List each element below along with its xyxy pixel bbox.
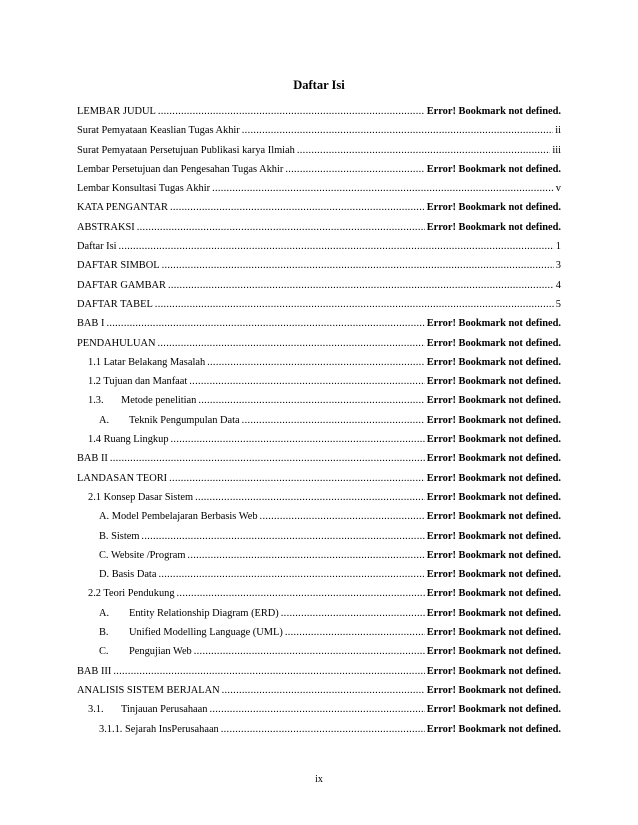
dot-leader [187, 546, 424, 565]
toc-entry-page: v [555, 183, 561, 195]
toc-entry-konsep-dasar-sistem[interactable] [77, 488, 561, 507]
dot-leader [242, 411, 425, 430]
toc-entry-label: ANALISIS SISTEM BERJALAN [77, 684, 220, 696]
dot-leader [285, 623, 425, 642]
dot-leader [171, 430, 425, 449]
toc-entry-model-pembelajaran[interactable] [77, 507, 561, 526]
toc-entry-number: C. [99, 646, 109, 658]
toc-entry-label: B. Sistem [99, 530, 140, 542]
dot-leader [170, 198, 425, 217]
toc-entry-page: Error! Bookmark not defined. [426, 472, 561, 484]
toc-entry-label-group [88, 700, 207, 719]
toc-entry-daftar-isi[interactable] [77, 237, 561, 256]
dot-leader [198, 391, 424, 410]
toc-entry-page: Error! Bookmark not defined. [426, 607, 561, 619]
toc-entry-daftar-tabel[interactable] [77, 295, 561, 314]
toc-entry-label-group [99, 411, 240, 430]
toc-entry-label: 1.1 Latar Belakang Masalah [88, 356, 206, 368]
toc-entry-label: Surat Pemyataan Keaslian Tugas Akhir [77, 125, 240, 137]
toc-entry-label: BAB I [77, 318, 105, 330]
dot-leader [113, 662, 424, 681]
toc-entry-page: Error! Bookmark not defined. [426, 646, 561, 658]
toc-entry-label: DAFTAR GAMBAR [77, 279, 166, 291]
toc-entry-label: BAB II [77, 453, 108, 465]
dot-leader [137, 218, 425, 237]
toc-entry-bab-iii[interactable] [77, 662, 561, 681]
toc-entry-number: 1.3. [88, 395, 104, 407]
toc-entry-lembar-konsultasi[interactable] [77, 179, 561, 198]
toc-entry-label: Pengujian Web [129, 646, 192, 658]
toc-entry-surat-keaslian[interactable] [77, 121, 561, 140]
toc-entry-sistem[interactable] [77, 527, 561, 546]
dot-leader [119, 237, 554, 256]
toc-entry-page: Error! Bookmark not defined. [426, 356, 561, 368]
toc-entry-page: Error! Bookmark not defined. [426, 453, 561, 465]
toc-entry-analisis-sistem[interactable] [77, 681, 561, 700]
dot-leader [110, 449, 425, 468]
toc-entry-label-group [99, 642, 192, 661]
toc-entry-page: 5 [555, 298, 561, 310]
toc-entry-label: Surat Pemyataan Persetujuan Publikasi karya Ilmiah [77, 144, 295, 156]
dot-leader [158, 334, 425, 353]
toc-entry-daftar-gambar[interactable] [77, 276, 561, 295]
toc-entry-label-group [88, 391, 196, 410]
toc-entry-page: Error! Bookmark not defined. [426, 569, 561, 581]
toc-entry-tujuan-manfaat[interactable] [77, 372, 561, 391]
dot-leader [222, 681, 425, 700]
dot-leader [212, 179, 554, 198]
dot-leader [162, 256, 554, 275]
dot-leader [169, 469, 425, 488]
toc-entry-page: 4 [555, 279, 561, 291]
toc-entry-abstraksi[interactable] [77, 218, 561, 237]
dot-leader [242, 121, 553, 140]
toc-entry-page: Error! Bookmark not defined. [426, 221, 561, 233]
toc-entry-label: DAFTAR TABEL [77, 298, 153, 310]
toc-entry-label: ABSTRAKSI [77, 221, 135, 233]
toc-entry-page: Error! Bookmark not defined. [426, 723, 561, 735]
toc-entry-pengujian-web[interactable] [77, 642, 561, 661]
toc-entry-page: Error! Bookmark not defined. [426, 684, 561, 696]
dot-leader [209, 700, 424, 719]
toc-entry-page: Error! Bookmark not defined. [426, 665, 561, 677]
toc-entry-teknik-pengumpulan[interactable] [77, 411, 561, 430]
toc-entry-label: A. Model Pembelajaran Berbasis Web [99, 511, 258, 523]
toc-entry-page: ii [555, 125, 561, 137]
toc-entry-basis-data[interactable] [77, 565, 561, 584]
toc-entry-label: D. Basis Data [99, 569, 157, 581]
toc-entry-number: B. [99, 627, 109, 639]
toc-entry-landasan-teori[interactable] [77, 469, 561, 488]
dot-leader [155, 295, 554, 314]
dot-leader [158, 565, 424, 584]
toc-entry-surat-publikasi[interactable] [77, 141, 561, 160]
toc-entry-page: iii [552, 144, 561, 156]
toc-entry-label: PENDAHULUAN [77, 337, 156, 349]
toc-entry-label: Tinjauan Perusahaan [121, 704, 208, 716]
toc-entry-page: Error! Bookmark not defined. [426, 163, 561, 175]
toc-entry-page: Error! Bookmark not defined. [426, 337, 561, 349]
dot-leader [221, 720, 425, 739]
table-of-contents [77, 102, 561, 739]
toc-entry-page: Error! Bookmark not defined. [426, 627, 561, 639]
toc-entry-bab-ii[interactable] [77, 449, 561, 468]
dot-leader [141, 527, 424, 546]
toc-entry-number: 3.1. [88, 704, 104, 716]
dot-leader [158, 102, 425, 121]
dot-leader [207, 353, 425, 372]
dot-leader [297, 141, 550, 160]
toc-entry-bab-i[interactable] [77, 314, 561, 333]
toc-entry-page: Error! Bookmark not defined. [426, 202, 561, 214]
toc-entry-metode-penelitian[interactable] [77, 391, 561, 410]
toc-entry-daftar-simbol[interactable] [77, 256, 561, 275]
toc-entry-label: Lembar Konsultasi Tugas Akhir [77, 183, 211, 195]
toc-entry-label: DAFTAR SIMBOL [77, 260, 160, 272]
dot-leader [189, 372, 424, 391]
toc-entry-ruang-lingkup[interactable] [77, 430, 561, 449]
dot-leader [106, 314, 424, 333]
toc-entry-label: 3.1.1. Sejarah InsPerusahaan [99, 723, 219, 735]
toc-entry-page: 1 [555, 241, 561, 253]
toc-entry-label: Lembar Persetujuan dan Pengesahan Tugas Akhir [77, 163, 284, 175]
toc-entry-lembar-judul[interactable] [77, 102, 561, 121]
toc-entry-number: A. [99, 414, 110, 426]
toc-entry-number: A. [99, 607, 110, 619]
toc-entry-page: Error! Bookmark not defined. [426, 318, 561, 330]
toc-entry-sejarah-perusahaan[interactable] [77, 720, 561, 739]
toc-entry-page: 3 [555, 260, 561, 272]
toc-entry-page: Error! Bookmark not defined. [426, 414, 561, 426]
toc-entry-tinjauan-perusahaan[interactable] [77, 700, 561, 719]
toc-entry-page: Error! Bookmark not defined. [426, 704, 561, 716]
toc-entry-label-group [99, 604, 279, 623]
dot-leader [168, 276, 554, 295]
toc-entry-label: Teknik Pengumpulan Data [129, 414, 240, 426]
toc-entry-label: Unified Modelling Language (UML) [129, 627, 283, 639]
toc-entry-label: 1.2 Tujuan dan Manfaat [88, 376, 188, 388]
dot-leader [285, 160, 424, 179]
toc-entry-label: 2.1 Konsep Dasar Sistem [88, 491, 194, 503]
toc-entry-label: LEMBAR JUDUL [77, 106, 156, 117]
toc-entry-label: C. Website /Program [99, 549, 186, 561]
toc-entry-kata-pengantar[interactable] [77, 198, 561, 217]
dot-leader [260, 507, 425, 526]
toc-entry-lembar-persetujuan[interactable] [77, 160, 561, 179]
toc-entry-latar-belakang[interactable] [77, 353, 561, 372]
toc-entry-label: KATA PENGANTAR [77, 202, 168, 214]
toc-entry-label: 1.4 Ruang Lingkup [88, 434, 169, 446]
page-number: ix [315, 774, 323, 785]
toc-title: Daftar Isi [293, 78, 345, 92]
toc-entry-page: Error! Bookmark not defined. [426, 588, 561, 600]
toc-entry-page: Error! Bookmark not defined. [426, 491, 561, 503]
toc-entry-page: Error! Bookmark not defined. [426, 549, 561, 561]
toc-entry-label: 2.2 Teori Pendukung [88, 588, 175, 600]
dot-leader [194, 642, 425, 661]
toc-entry-page: Error! Bookmark not defined. [426, 530, 561, 542]
toc-entry-label-group [99, 623, 283, 642]
toc-entry-uml[interactable] [77, 623, 561, 642]
dot-leader [177, 584, 425, 603]
toc-entry-label: Entity Relationship Diagram (ERD) [129, 607, 279, 619]
toc-entry-pendahuluan[interactable] [77, 334, 561, 353]
toc-entry-erd[interactable] [77, 604, 561, 623]
toc-entry-page: Error! Bookmark not defined. [426, 376, 561, 388]
toc-entry-label: LANDASAN TEORI [77, 472, 168, 484]
toc-entry-page: Error! Bookmark not defined. [426, 434, 561, 446]
dot-leader [281, 604, 425, 623]
toc-entry-page: Error! Bookmark not defined. [426, 511, 561, 523]
toc-entry-page: Error! Bookmark not defined. [426, 395, 561, 407]
toc-entry-page: Error! Bookmark not defined. [426, 106, 561, 117]
toc-entry-teori-pendukung[interactable] [77, 584, 561, 603]
dot-leader [195, 488, 425, 507]
toc-entry-label: Daftar Isi [77, 241, 117, 253]
toc-entry-label: Metode penelitian [121, 395, 197, 407]
toc-entry-label: BAB III [77, 665, 112, 677]
toc-entry-website-program[interactable] [77, 546, 561, 565]
